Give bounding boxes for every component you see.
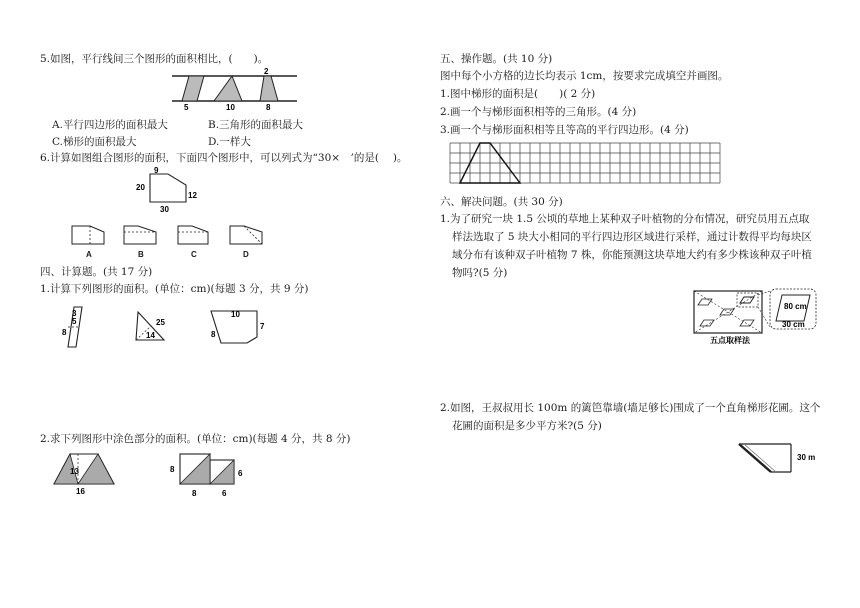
fig3-dim-a: 10 — [231, 310, 240, 319]
q2-fig1-h: 13 — [70, 467, 79, 476]
q5-option-d: D.一样大 — [208, 136, 251, 148]
fig1-dim-c: 8 — [62, 328, 67, 337]
sec4-q2-fig1 — [48, 450, 118, 496]
sec4-q1-fig1 — [60, 303, 90, 353]
fig3-dim-c: 8 — [211, 330, 216, 339]
q6-main-figure — [136, 166, 210, 216]
q5-label-top: 2 — [264, 67, 269, 76]
q6-dim-left: 20 — [136, 183, 145, 192]
q2-fig-dim: 30 m — [797, 453, 816, 462]
sec4-q1-fig3 — [205, 307, 270, 349]
q1-fig-label: 五点取样法 — [710, 336, 750, 345]
q5-stem: 5.如图，平行线间三个图形的面积相比，( )。 — [40, 53, 269, 65]
q5-label-a: 5 — [184, 103, 189, 112]
sec6-q2-figure — [735, 438, 825, 478]
q5-option-c: C.梯形的面积最大 — [52, 136, 137, 148]
sec5-title: 五、操作题。(共 10 分) — [440, 53, 553, 65]
sec6-q1-line-4: 物吗?(5 分) — [452, 267, 508, 279]
fig1-dim-a: 3 — [72, 309, 77, 318]
q6-choice-b: B — [138, 250, 144, 259]
q6-choice-d-figure — [230, 226, 262, 244]
fig2-dim-a: 25 — [156, 318, 165, 327]
sec6-title: 六、解决问题。(共 30 分) — [440, 196, 563, 208]
q1-fig-dim-a: 80 cm — [784, 302, 807, 311]
q1-fig-dim-b: 30 cm — [782, 320, 805, 329]
q5-option-b: B.三角形的面积最大 — [208, 119, 304, 131]
q2-fig1-b: 16 — [76, 487, 85, 496]
sec5-grid — [450, 143, 720, 188]
q5-figure — [172, 67, 297, 112]
q5-label-b: 10 — [226, 103, 235, 112]
fig1-dim-b: 5 — [72, 317, 77, 326]
q6-choice-a-figure — [72, 226, 104, 244]
sec5-item-3: 3.画一个与梯形面积相等且等高的平行四边形。(4 分) — [440, 124, 689, 136]
q2-fig2-c: 6 — [222, 489, 227, 498]
fig3-dim-b: 7 — [260, 322, 265, 331]
sec5-item-2: 2.画一个与梯形面积相等的三角形。(4 分) — [440, 106, 637, 118]
sec4-q2-fig2 — [168, 450, 258, 500]
q6-dim-top: 9 — [154, 166, 159, 175]
q2-fig2-d: 6 — [238, 469, 243, 478]
q6-choice-a: A — [86, 250, 92, 259]
sec6-q2-line-2: 花圃的面积是多少平方米?(5 分) — [452, 420, 602, 432]
sec6-q1-figure — [690, 285, 825, 347]
q6-stem: 6.计算如图组合图形的面积，下面四个图形中，可以列式为“30× ’的是( )。 — [40, 152, 408, 164]
q6-choice-d: D — [243, 250, 249, 259]
sec4-title: 四、计算题。(共 17 分) — [40, 266, 153, 278]
q5-option-a: A.平行四边形的面积最大 — [52, 119, 168, 131]
q6-choice-c-figure — [178, 226, 208, 244]
fig2-dim-b: 14 — [146, 331, 155, 340]
q6-choice-figures — [68, 218, 268, 258]
sec6-q1-line-3: 域分布有该种双子叶植物 7 株，你能预测这块草地大约有多少株该种双子叶植 — [452, 249, 812, 261]
q6-dim-bottom: 30 — [160, 205, 169, 214]
q6-choice-c: C — [191, 250, 197, 259]
q6-choice-b-figure — [124, 226, 156, 244]
sec6-q1-line-1: 1.为了研究一块 1.5 公顷的草地上某种双子叶植物的分布情况，研究员用五点取 — [440, 213, 810, 225]
q2-fig2-a: 8 — [170, 465, 175, 474]
sec5-item-1: 1.图中梯形的面积是( )( 2 分) — [440, 88, 596, 100]
sec6-q2-line-1: 2.如图，王叔叔用长 100m 的篱笆靠墙(墙足够长)围成了一个直角梯形花圃。这个 — [440, 402, 821, 414]
sec5-intro: 图中每个小方格的边长均表示 1cm，按要求完成填空并画图。 — [440, 70, 729, 82]
q5-label-c: 8 — [266, 103, 271, 112]
sec6-q1-line-2: 样法选取了 5 块大小相同的平行四边形区域进行采样，通过计数得平均每块区 — [452, 231, 812, 243]
q6-dim-right: 12 — [188, 191, 197, 200]
sec4-q2-stem: 2.求下列图形中涂色部分的面积。(单位：cm)(每题 4 分，共 8 分) — [40, 433, 351, 445]
sec4-q1-stem: 1.计算下列图形的面积。(单位：cm)(每题 3 分，共 9 分) — [40, 283, 309, 295]
sec4-q1-fig2 — [130, 308, 180, 348]
q2-fig2-b: 8 — [192, 489, 197, 498]
